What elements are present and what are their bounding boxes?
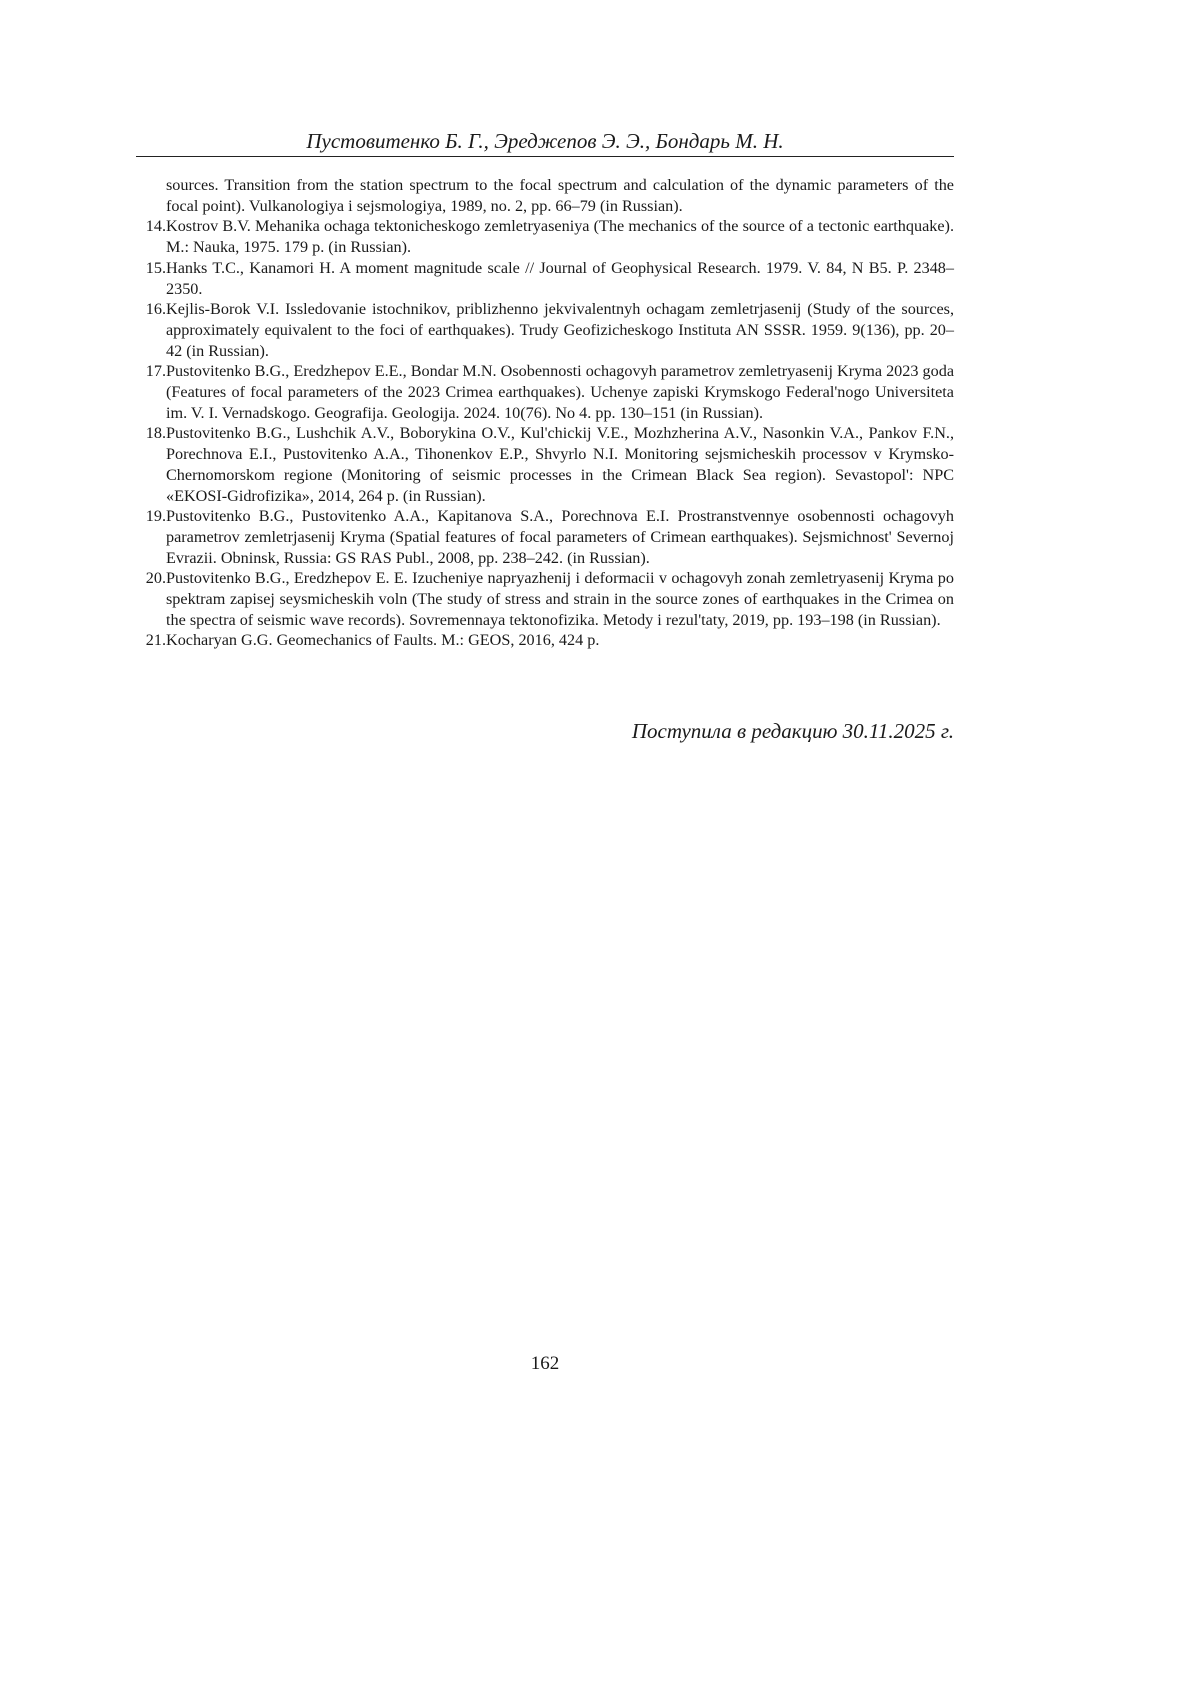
reference-number: 19. (136, 506, 166, 568)
reference-15 (136, 258, 954, 299)
received-date-note: Поступила в редакцию 30.11.2025 г. (632, 718, 954, 744)
reference-13-continuation: sources. Transition from the station spectrum to the focal spectrum and calculation of the dynamic parameters of the focal point). Vulkanologiya i sejsmologiya, 1989, no. 2, pp. 66–79 (in Russian). (166, 175, 954, 216)
reference-text: Pustovitenko B.G., Eredzhepov E.E., Bondar M.N. Osobennosti ochagovyh parametrov zemletryasenij Kryma 2023 goda (Features of focal parameters of the 2023 Crimea earthquakes). Uchenye zapiski Krymskogo Federal'nogo Universiteta im. V. I. Vernadskogo. Geografija. Geologija. 2024. 10(76). No 4. pp. 130–151 (in Russian). (166, 361, 954, 423)
reference-number: 18. (136, 423, 166, 506)
reference-text: Pustovitenko B.G., Lushchik A.V., Boborykina O.V., Kul'chickij V.E., Mozhzherina A.V., Nasonkin V.A., Pankov F.N., Porechnova E.I., Pustovitenko A.A., Tihonenkov E.P., Shvyrlo N.I. Monitoring sejsmicheskih processov v Krymsko-Chernomorskom regione (Monitoring of seismic processes in the Crimean Black Sea region). Sevastopol': NPC «EKOSI-Gidrofizika», 2014, 264 p. (in Russian). (166, 423, 954, 506)
reference-16 (136, 299, 954, 361)
reference-list (136, 175, 954, 651)
reference-text: Kejlis-Borok V.I. Issledovanie istochnikov, priblizhenno jekvivalentnyh ochagam zemletrjasenij (Study of the sources, approximately equivalent to the foci of earthquakes). Trudy Geofizicheskogo Instituta AN SSSR. 1959. 9(136), pp. 20–42 (in Russian). (166, 299, 954, 361)
reference-text: Kocharyan G.G. Geomechanics of Faults. M.: GEOS, 2016, 424 p. (166, 630, 954, 651)
page-number: 162 (0, 1352, 1090, 1376)
reference-text: Pustovitenko B.G., Eredzhepov E. E. Izucheniye napryazhenij i deformacii v ochagovyh zonah zemletryasenij Kryma po spektram zapisej seysmicheskih voln (The study of stress and strain in the source zones of earthquakes in the Crimea on the spectra of seismic wave records). Sovremennaya tektonofizika. Metody i rezul'taty, 2019, pp. 193–198 (in Russian). (166, 568, 954, 630)
reference-number: 16. (136, 299, 166, 361)
reference-number: 15. (136, 258, 166, 299)
reference-number: 14. (136, 216, 166, 257)
reference-14 (136, 216, 954, 257)
reference-19 (136, 506, 954, 568)
header-authors: Пустовитенко Б. Г., Эреджепов Э. Э., Бондарь М. Н. (306, 129, 783, 153)
reference-text: Hanks T.C., Kanamori H. A moment magnitude scale // Journal of Geophysical Research. 1979. V. 84, N B5. P. 2348–2350. (166, 258, 954, 299)
reference-18 (136, 423, 954, 506)
reference-number: 21. (136, 630, 166, 651)
reference-number: 17. (136, 361, 166, 423)
reference-20 (136, 568, 954, 630)
reference-text: Pustovitenko B.G., Pustovitenko A.A., Kapitanova S.A., Porechnova E.I. Prostranstvennye osobennosti ochagovyh parametrov zemletrjasenij Kryma (Spatial features of focal parameters of Crimean earthquakes). Sejsmichnost' Severnoj Evrazii. Obninsk, Russia: GS RAS Publ., 2008, pp. 238–242. (in Russian). (166, 506, 954, 568)
reference-21 (136, 630, 954, 651)
running-header (136, 128, 954, 157)
reference-number: 20. (136, 568, 166, 630)
reference-text: Kostrov B.V. Mehanika ochaga tektonicheskogo zemletryaseniya (The mechanics of the source of a tectonic earthquake). M.: Nauka, 1975. 179 p. (in Russian). (166, 216, 954, 257)
reference-17 (136, 361, 954, 423)
